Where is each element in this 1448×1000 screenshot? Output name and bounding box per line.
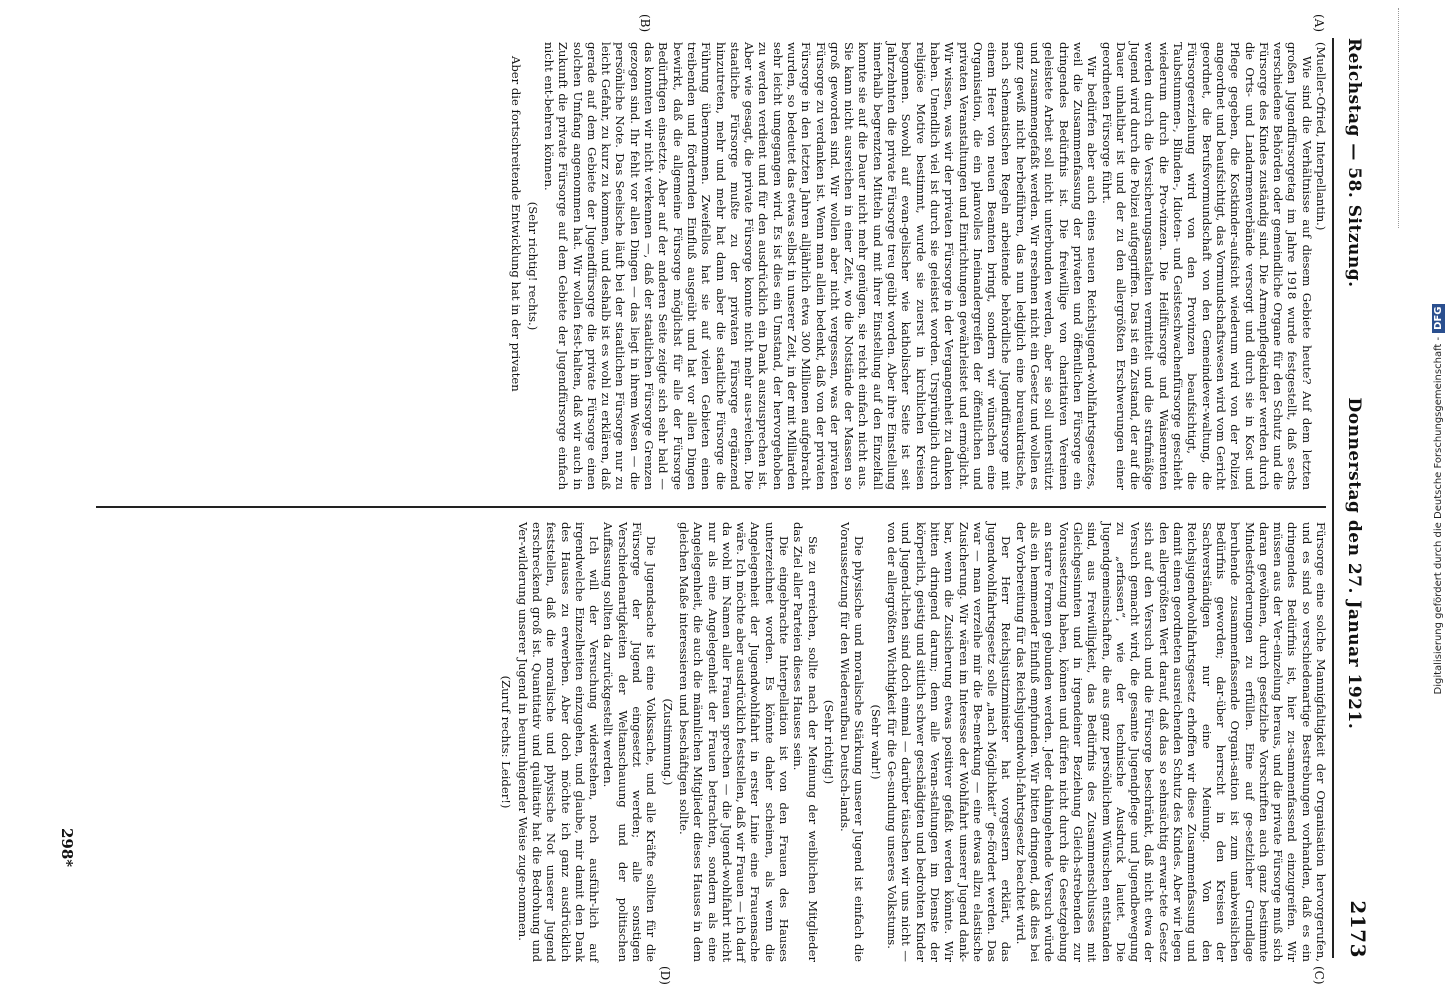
column-divider (96, 506, 1326, 508)
header-session: Reichstag — 58. Sitzung.Donnerstag den 27. Januar 1921. (1344, 38, 1364, 730)
digitization-credit (1412, 6, 1444, 992)
paragraph: Wie sind die Verhältnisse auf diesem Gebiete heute? Auf dem letzten großen Jugendfürsorgetag im Jahre 1918 wurde festgestellt, daß sechs verschiedene Behörden oder gemeindliche Organe für den Schutz und die Fürsorge des Kindes zuständig sind. Die Armenpflegekinder werden durch die Orts- und Landarmenverbände versorgt und durch sie in Kost und Pflege gegeben, die Kostkinder-aufsicht wiederum wird von der Polizei angeordnet und beaufsichtigt, das Vormundschaftswesen wird vom Gericht geordnet, die Berufsvormundschaft von den Gemeindever-waltung, die Fürsorgeerziehung wird von den Provinzen beaufsichtigt, die Taubstummen-, Blinden-, Idioten- und Geisteschwachenfürsorge geschieht wiederum durch die Pro-vinzen. Die Heilfürsorge und Waisenrenten werden durch die Versicherungsanstalten vermittelt und die strafmäßige Jugend wird durch die Polizei aufgegriffen. Das ist ein Zustand, der auf die Dauer unhaltbar ist und der zu den allergrößten Erschwerungen einer geordneten Fürsorge führt. (1099, 42, 1314, 490)
header-date: Donnerstag den 27. Januar 1921. (1344, 397, 1364, 730)
page-number: 2173 (1346, 900, 1370, 958)
paragraph: Sie zu erreichen, sollte nach der Meinung der weiblichen Mitglieder das Ziel aller Parteien dieses Hauses sein. (791, 522, 820, 962)
paragraph: Die physische und moralische Stärkung unserer Jugend ist einfach die Voraussetzung für den Wiederaufbau Deutsch-lands. (838, 522, 867, 962)
interjection: (Sehr richtig!) (821, 699, 836, 785)
margin-letter-d: (D) (658, 966, 672, 985)
right-column (68, 522, 1328, 962)
margin-letter-a: (A) (1312, 14, 1326, 33)
rotated-page (52, 8, 1372, 998)
dfg-logo: DFG (1432, 304, 1445, 333)
margin-letter-c: (C) (1312, 966, 1326, 985)
paragraph: Fürsorge eine solche Mannigfaltigkeit der Organisation hervorgerufen, und es sind so verschiedenartige Bestrebungen vorhanden, daß es ein dringendes Bedürfnis ist, hier zu-sammenfassend einzugreifen. Wir müssen aus der Ver-einzelung heraus, und die private Fürsorge muß sich daran gewöhnen, durch gesetzliche Vorschriften auch ganz bestimmte Mindestforderungen zu erfüllen. Eine auf ge-setzlicher Grundlage beruhende zusammenfassende Organi-sation ist zum unabweislichen Bedürfnis geworden; dar-über herrscht in den Kreisen der Sachverständigen nur eine Meinung. Von den Reichsjugendwohlfahrtsgesetz erhoffen wir diese Zusammenfassung und damit einen geordneten ausreichenden Schutz des Kindes. Aber wir legen den allergrößten Wert darauf, daß das so sehnsüchtig erwar-tete Gesetz sich auf den Versuch und die Fürsorge beschränkt, daß nicht etwa der Versuch gemacht wird, die gesamte Jugendpflege und Jugendbewegung zu „erfassen“, wie der technische Ausdruck lautet. Die Jugendgemeinschaften, die aus ganz persönlichem Wünschen entstanden sind, aus Freiwilligkeit, das Bedürfnis des Zusammenschlusses mit Gleichgesinnten und in irgendeiner Beziehung Gleich-strebenden zur Voraussetzung haben, können und dürfen nicht durch die Gesetzgebung an starre Formen gebunden werden. Jeder dahingehende Versuch würde als ein hemmender Einfluß empfunden. Wir bitten dringend, daß dies bei der Vorbereitung für das Reichsjugendwohl-fahrtsgesetz beachtet wird. (1013, 522, 1328, 962)
credit-text-wrapper (1430, 6, 1448, 992)
paragraph: Der Herr Reichsjustizminister hat vorgestern erklärt, das Jugendwohlfahrtsgesetz solle „nach Möglichkeit“ ge-fördert werden. Das war — man verzeihe mir die Be-merkung — eine etwas allzu elastische Zusicherung. Wir wären im Interesse der Wohlfahrt unserer Jugend dank-bar, wenn die Zusicherung etwas positiver gefaßt werden könnte. Wir bitten dringend darum; denn alle Veran-staltungen im Dienste der körperlich, geistig und sittlich schwer geschädigten und bedrohten Kinder und Jugend-lichen sind doch einmal — darüber täuschen wir uns nicht — von der allergrößten Wichtigkeit für die Ge-sundung unseres Volkstums. (885, 522, 1014, 962)
page-header (1336, 38, 1370, 958)
paragraph: Wir bedürfen aber auch eines neuen Reichsjugend-wohlfahrtsgesetzes, weil die Zusammenfassung der privaten und öffentlichen Fürsorge ein dringendes Bedürfnis ist. Die freiwillige von charitativen Vereinen geleistete Arbeit soll nicht unterbunden werden, aber sie soll unterstützt und zusammengefaßt werden. Wir ersehnen nicht ein Gesetz und wollen es ganz gewiß nicht herbeiführen, das nun lediglich eine bureaukratische, nach schematischen Regeln arbeitende behördliche Jugendfürsorge mit einem Heer von neuen Beamten bringt, sondern wir wünschen eine Organisation, die ein planvolles Ineinandergreifen der öffentlichen und privaten Veranstaltungen und Einrichtungen gewährleistet und ermöglicht. Wir wissen, was wir der privaten Fürsorge in der Vergangenheit zu danken haben. Unendlich viel ist durch sie geleistet worden. Ursprünglich durch religiöse Motive bestimmt, wurde sie zuerst in kirchlichen Kreisen begonnen. Sowohl auf evan-gelischer wie katholischer Seite ist seit Jahrzehnten die private Fürsorge treu geübt worden. Aber ihre Einstellung innerhalb begrenzten Mitteln und mit ihrer Einstellung auf den Einzelfall konnte sie auf die Dauer nicht mehr genügen, sie reicht einfach nicht aus. Sie kann nicht ausreichen in einer Zeit, wo die Notstände der Massen so groß geworden sind. Wir wollen aber nicht vergessen, was der privaten Fürsorge zu verdanken ist. Wenn man allein bedenkt, daß von der privaten Fürsorge in den letzten Jahren alljährlich etwa 300 Millionen aufgebracht wurden, so bedeutet das etwas selbst in unserer Zeit, in der mit Milliarden sehr leicht umgegangen wird. Es ist dies ein Umstand, der hervorgehoben zu werden verdient und für den ausdrücklich ein Dank auszusprechen ist. Aber wie gesagt, die private Fürsorge konnte nicht mehr aus-reichen. Die staatliche Fürsorge mußte zu der privaten Fürsorge ergänzend hinzutreten, mehr und mehr hat dann aber die staatliche Fürsorge die Führung übernommen. Zweifellos hat sie auf vielen Gebieten einen treibenden und fördernden Einfluß ausgeübt und hat vor allen Dingen bewirkt, daß die allgemeine Fürsorge möglichst für alle der Fürsorge Bedürftigen einsetzte. Aber auf der anderen Seite zeigte sich sehr bald — das konnten wir nicht verkennen —, daß der staatlichen Fürsorge Grenzen gezogen sind. Ihr fehlt vor allen Dingen — das liegt in ihrem Wesen — die persönliche Note. Das Seelische läuft bei der staatlichen Fürsorge nur zu leicht Gefahr, zu kurz zu kommen, und deshalb ist es wohl zu erklären, daß gerade auf dem Gebiete der Jugendfürsorge die private Fürsorge einen solchen Umfang angenommen hat. Wir wollen fest-halten, daß wir auch in Zukunft die private Fürsorge auf dem Gebiete der Jugendfürsorge einfach nicht ent-behren können. (541, 42, 1100, 490)
signature-mark: 298* (58, 828, 76, 868)
scan-edge-marks (1398, 8, 1407, 228)
paragraph: Aber die fortschreitende Entwicklung hat in der privaten (509, 56, 524, 392)
interjection: (Sehr wahr!) (868, 704, 883, 780)
paragraph: Die eingebrachte Interpellation ist von den Frauen des Hauses unterzeichnet worden. Es könnte daher scheinen, als wenn die Angelegenheit der Jugendwohlfahrt in erster Linie eine Frauensache wäre. Ich möchte aber ausdrücklich feststellen, daß wir Frauen — ich darf da wohl im Namen aller Frauen sprechen — die Jugend-wohlfahrt nicht nur als eine Angelegenheit der Frauen betrachten, sondern als eine Angelegenheit, die auch die männlichen Mitglieder dieses Hauses in dem gleichen Maße interessieren und beschäftigen sollte. (676, 522, 792, 962)
header-divider (1332, 38, 1334, 958)
margin-letter-b: (B) (638, 14, 652, 33)
speaker-line: (Mueller-Ofried, Interpellantin.) (1314, 42, 1328, 231)
left-column (68, 42, 1328, 490)
paragraph: Die Jugendsache ist eine Volkssache, und alle Kräfte sollten für die Fürsorge der Jugend eingesetzt werden; alle sonstigen Verschiedenartigkeiten der Weltanschauung und der politischen Auffassung sollten da zurückgestellt werden. (601, 522, 659, 962)
paragraph: Ich will der Versuchung widerstehen, noch ausführ-lich auf irgendwelche Einzelheiten einzugehen, und glaube, mir damit den Dank des Hauses zu erwerben. Aber doch möchte ich ganz ausdrücklich feststellen, daß die moralische und physische Not unserer Jugend erschreckend groß ist. Quantitativ und qualitativ hat die Bedrohung und Ver-wilderung unserer Jugend in beunruhigender Weise zuge-nommen. (515, 522, 602, 962)
interjection: (Sehr richtig! rechts.) (525, 201, 540, 331)
credit-text: Digitalisierung gefördert durch die Deutsche Forschungsgemeinschaft - (1433, 336, 1444, 695)
interjection: (Zuruf rechts: Leider!) (499, 675, 514, 809)
interjection: (Zustimmung.) (660, 698, 675, 786)
